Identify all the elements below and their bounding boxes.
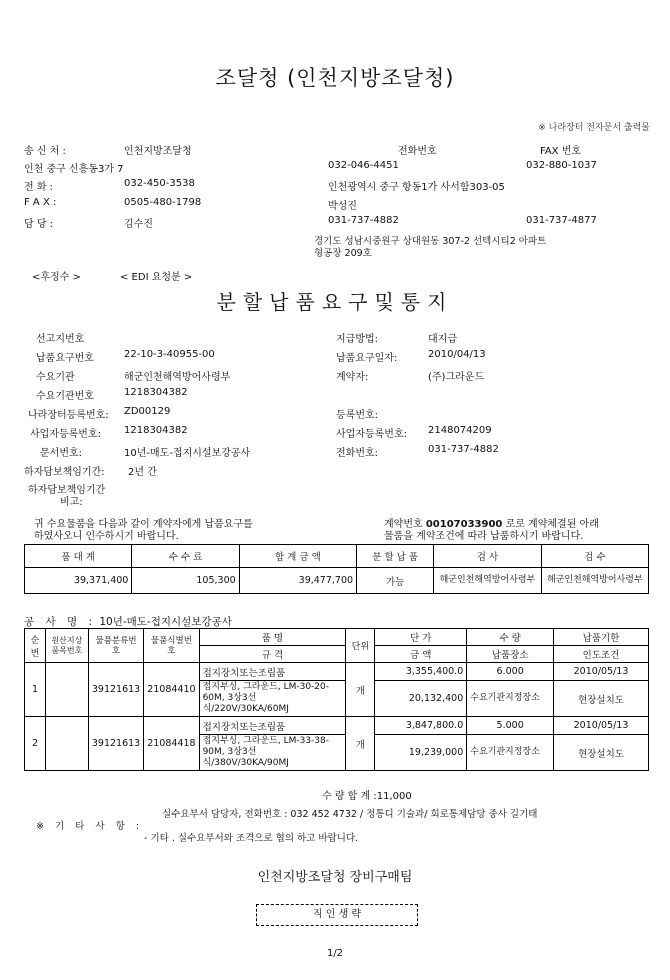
summary-header: 수 수 료 [132,545,239,568]
receiver-address2-cont: 형공장 209호 [314,248,372,259]
agency-label: 수요기관 [36,372,75,383]
receiver-fax2: 031-737-4877 [526,215,597,226]
item-seq: 2 [25,717,46,771]
item-place: 수요기관지정장소 [467,681,554,717]
item-unit: 개 [346,663,375,717]
summary-header: 분 할 납 품 [357,545,434,568]
agency-code-label: 수요기관번호 [36,391,94,402]
col-seq: 순번 [25,629,46,663]
remarks-label: 비고: [60,497,83,508]
para-left-1: 귀 수요물품을 다음과 같이 계약자에게 납품요구를 [34,519,253,530]
col-name: 품 명 [199,629,346,646]
date-label: 납품요구일자: [336,353,398,364]
summary-value: 해군인천해역방어사령부 [434,568,541,594]
receiver-address2: 경기도 성남시중원구 상대원동 307-2 선텍시티2 아파트 [314,236,547,247]
project-label: 공 사 명 : [24,616,96,628]
item-qty: 5.000 [467,717,554,735]
pay-method: 대지급 [428,334,457,345]
bid-no-label: 선고지번호 [36,334,85,345]
summary-value: 가능 [357,568,434,594]
item-seq: 1 [25,663,46,717]
col-target: 원산지상 품목번호 [45,629,88,663]
defect-period: 2년 간 [128,467,157,478]
table-row [25,663,649,681]
contract-no: 00107033900 [425,519,503,530]
sender-address: 인천 중구 신흥동3가 7 [24,164,124,175]
agency-code: 1218304382 [124,387,188,398]
item-amount: 19,239,000 [375,735,467,771]
col-due: 납품기한 [554,629,649,646]
summary-value: 105,300 [132,568,239,594]
sender-fax: 0505-480-1798 [124,197,202,208]
col-cat-no: 물품분류번호 [88,629,143,663]
item-spec: 접지부싱, 그라운드, LM-33-38-90M, 3상3선식/380V/30KA/90MJ [199,735,346,771]
item-cat: 39121613 [88,717,143,771]
item-spec: 접지부싱, 그라운드, LM-30-20-60M, 3상3선식/220V/30KA/60MJ [199,681,346,717]
doc-label: 문서번호: [40,448,83,459]
col-price: 단 가 [375,629,467,646]
item-due: 2010/05/13 [554,663,649,681]
tab-left: <후징수 > [32,272,81,283]
col-cond: 인도조건 [554,646,649,663]
col-id-no: 물품식별번호 [144,629,199,663]
item-qty: 6.000 [467,663,554,681]
nara-label: 나라장터등록번호: [28,410,109,421]
item-target [45,663,88,717]
receiver-phone2: 031-737-4882 [328,215,399,226]
item-place: 수요기관지정장소 [467,735,554,771]
item-amount: 20,132,400 [375,681,467,717]
tab-right: < EDI 요청분 > [120,272,193,283]
fax-header: FAX 번호 [540,146,582,157]
summary-header: 합 계 금 액 [239,545,356,568]
defect-label: 하자담보책임기간: [24,467,105,478]
receiver-fax1: 032-880-1037 [526,160,597,171]
para-right-1-rest: 로로 계약체결된 아래 [505,519,599,530]
summary-value: 39,477,700 [239,568,356,594]
request-no-label: 납품요구번호 [36,353,94,364]
request-no: 22-10-3-40955-00 [124,349,215,360]
para-left-2: 하였사오니 인수하시기 바랍니다. [34,531,179,542]
summary-value: 해군인천해역방어사령부 [541,568,648,594]
fax-label: F A X : [24,197,57,208]
col-qty: 수 량 [467,629,554,646]
official-seal-omitted: 직 인 생 략 [256,904,418,926]
item-id: 21084418 [144,717,199,771]
receiver-address1: 인천광역시 중구 항동1가 사서함303-05 [328,182,505,193]
item-name: 접지장치또는조립품 [199,717,346,735]
reg-label: 등록번호: [336,410,379,421]
item-cond: 현장설치도 [554,735,649,771]
sender-staff: 김수진 [124,219,153,230]
summary-header: 검 사 [434,545,541,568]
contract-no-label: 계약번호 [384,519,423,530]
contractor: (주)그라운드 [428,372,485,383]
summary-header: 검 수 [541,545,648,568]
summary-header: 품 대 계 [25,545,132,568]
biz-no: 1218304382 [124,425,188,436]
item-target [45,717,88,771]
items-table [24,628,649,771]
receiver-person: 박성진 [328,201,357,212]
item-price: 3,355,400.0 [375,663,467,681]
tel-no: 031-737-4882 [428,444,499,455]
col-place: 납품장소 [467,646,554,663]
item-name: 접지장치또는조립품 [199,663,346,681]
table-row [25,717,649,735]
receiver-phone1: 032-046-4451 [328,160,399,171]
col-spec: 규 격 [199,646,346,663]
print-notice: ※ 나라장터 전자문서 출력물 [538,123,650,133]
summary-value: 39,371,400 [25,568,132,594]
sender-phone: 032-450-3538 [124,178,195,189]
other-label: ※ 기 타 사 항 : [36,821,143,832]
contractor-label: 계약자: [336,372,369,383]
recipient-label: 송 신 처 : [24,146,66,157]
biz-label: 사업자등록번호: [30,429,101,440]
issuer: 인천지방조달청 장비구매팀 [257,870,413,885]
col-unit: 단위 [346,629,375,663]
request-date: 2010/04/13 [428,349,486,360]
doc-no: 10년-매도-접지시설보강공사 [124,448,251,459]
item-cond: 현장설치도 [554,681,649,717]
phone-header: 전화번호 [398,146,437,157]
item-cat: 39121613 [88,663,143,717]
phone-label: 전 화 : [24,182,54,193]
summary-table [24,544,649,594]
project-line [24,614,232,629]
document-title: 분할납품요구및통지 [216,290,454,314]
item-price: 3,847,800.0 [375,717,467,735]
other-line1: 실수요부서 담당자, 전화번호 : 032 452 4732 / 정통디 기술과/ 회로통제담당 중사 길기태 [162,809,538,820]
other-line2: - 기타 . 실수요부서와 조격으로 협의 하고 바랍니다. [144,833,359,844]
item-id: 21084410 [144,663,199,717]
nara-no: ZD00129 [124,406,171,417]
recipient: 인천지방조달청 [124,146,192,157]
pay-label: 지급방법: [336,334,379,345]
warranty-label: 하자담보책임기간 [28,485,106,496]
page-number: 1/2 [326,948,344,959]
para-right-2: 물품을 계약조건에 따라 납품하시기 바랍니다. [384,531,584,542]
tel-label: 전화번호: [336,448,379,459]
item-due: 2010/05/13 [554,717,649,735]
project-name: 10년-매도-접지시설보강공사 [99,616,232,628]
biz2-no: 2148074209 [428,425,492,436]
page-title: 조달청 (인천지방조달청) [215,66,455,90]
col-amount: 금 액 [375,646,467,663]
biz2-label: 사업자등록번호: [336,429,407,440]
qty-total: 수 량 합 계 :11,000 [322,791,412,802]
agency: 해군인천해역방어사령부 [124,372,231,383]
item-unit: 개 [346,717,375,771]
staff-label: 담 당 : [24,219,54,230]
